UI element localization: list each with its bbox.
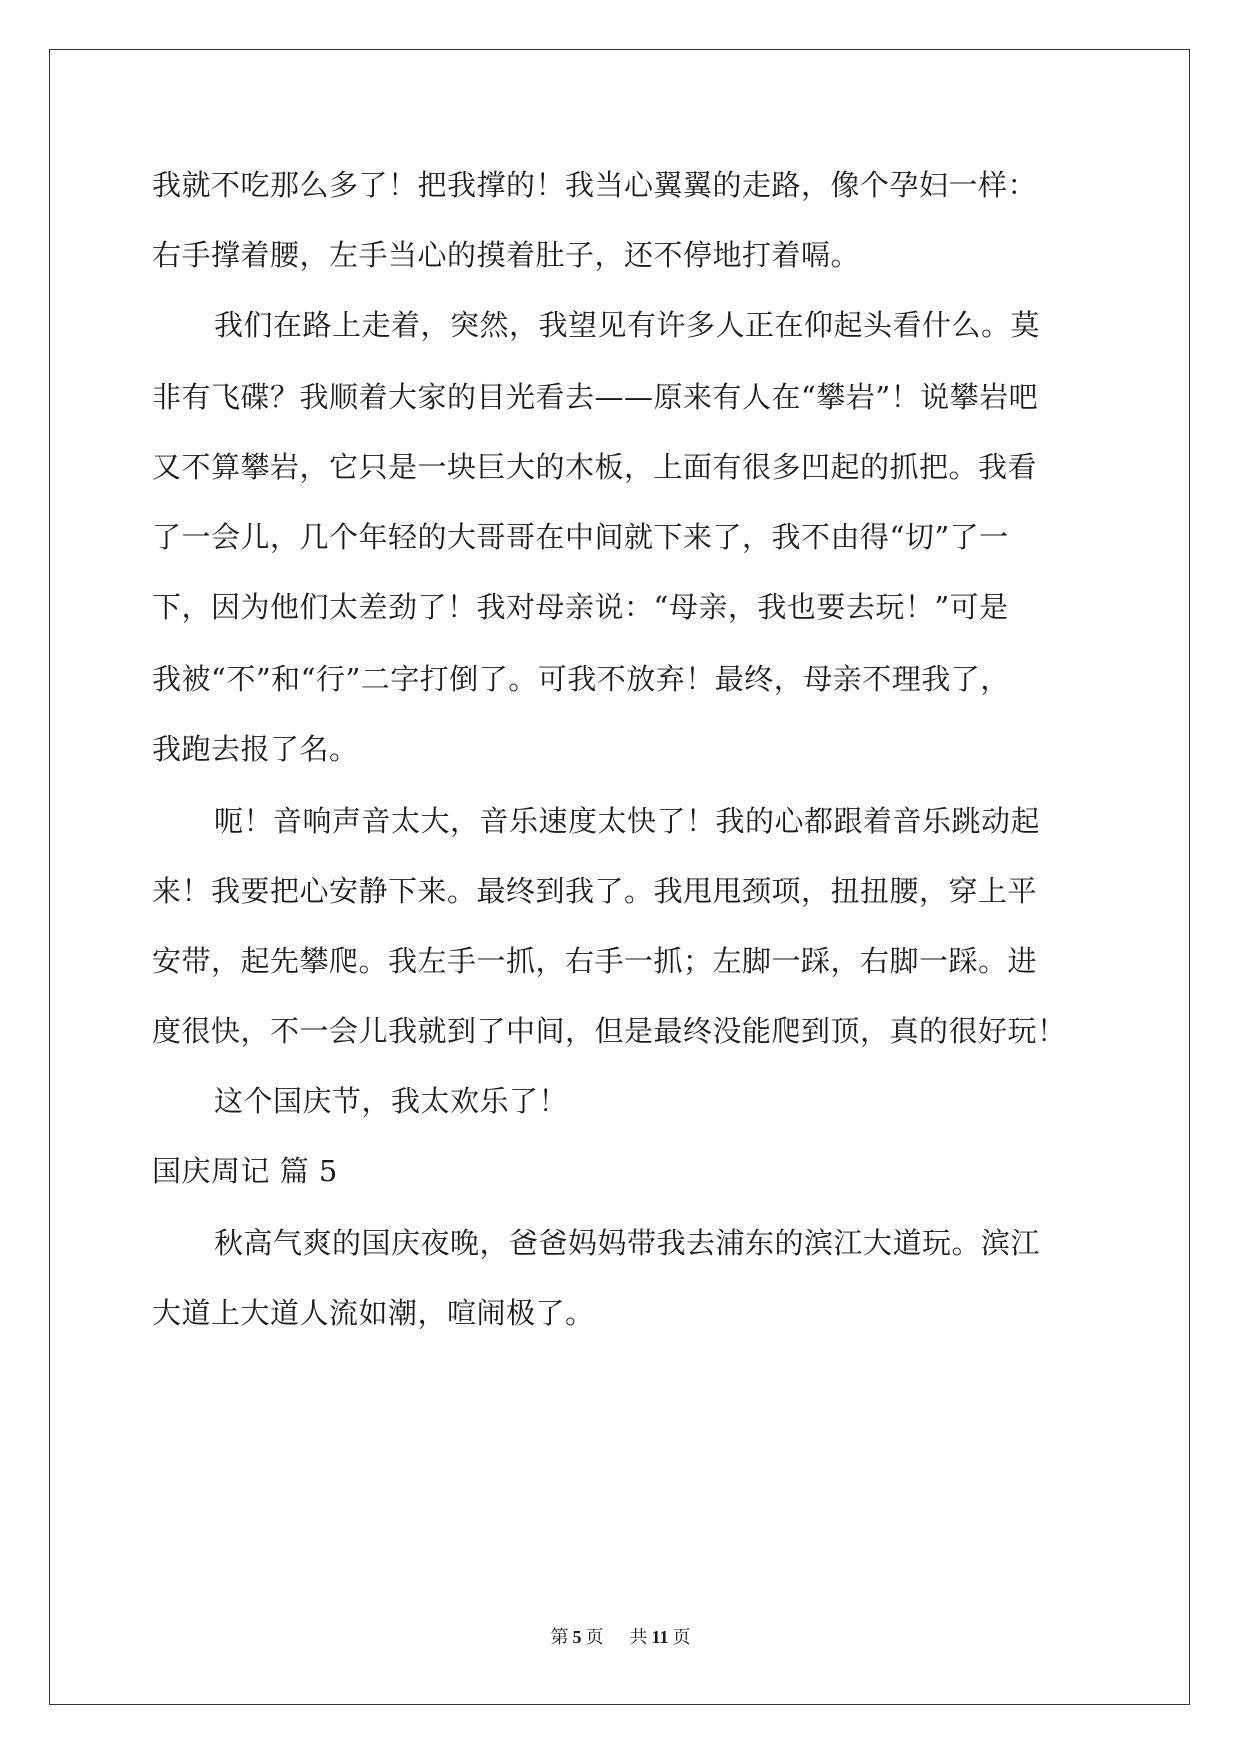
text-line: 大道上大道人流如潮，喧闹极了。	[152, 1296, 595, 1330]
text-line: 又不算攀岩，它只是一块巨大的木板，上面有很多凹起的抓把。我看	[152, 450, 1038, 484]
text-line: 来！我要把心安静下来。最终到我了。我甩甩颈项，扭扭腰，穿上平	[152, 874, 1038, 908]
paragraph-start: 呃！音响声音太大，音乐速度太快了！我的心都跟着音乐跳动起	[214, 804, 1041, 838]
paragraph-start: 秋高气爽的国庆夜晚，爸爸妈妈带我去浦东的滨江大道玩。滨江	[214, 1226, 1041, 1260]
paragraph-start: 这个国庆节，我太欢乐了！	[214, 1084, 569, 1118]
text-line: 我被“不”和“行”二字打倒了。可我不放弃！最终，母亲不理我了，	[152, 662, 1010, 696]
section-heading: 国庆周记 篇 5	[152, 1154, 338, 1188]
paragraph-start: 我们在路上走着，突然，我望见有许多人正在仰起头看什么。莫	[214, 308, 1041, 342]
text-line: 下，因为他们太差劲了！我对母亲说：“母亲，我也要去玩！”可是	[152, 590, 1009, 624]
text-line: 非有飞碟？我顺着大家的目光看去——原来有人在“攀岩”！说攀岩吧	[152, 380, 1039, 414]
page-footer	[0, 1625, 1241, 1650]
text-line: 度很快，不一会儿我就到了中间，但是最终没能爬到顶，真的很好玩！	[152, 1014, 1067, 1048]
page-number: 5	[572, 1627, 582, 1647]
text-line: 右手撑着腰，左手当心的摸着肚子，还不停地打着嗝。	[152, 238, 861, 272]
text-line: 我就不吃那么多了！把我撑的！我当心翼翼的走路，像个孕妇一样：	[152, 168, 1038, 202]
text-line: 安带，起先攀爬。我左手一抓，右手一抓；左脚一踩，右脚一踩。进	[152, 944, 1038, 978]
footer-prefix: 第	[550, 1627, 569, 1648]
footer-page-suffix: 页	[585, 1627, 604, 1648]
footer-total-suffix: 页	[672, 1627, 691, 1648]
total-pages: 11	[651, 1627, 669, 1647]
text-line: 了一会儿，几个年轻的大哥哥在中间就下来了，我不由得“切”了一	[152, 520, 1009, 554]
text-line: 我跑去报了名。	[152, 732, 359, 766]
footer-total-prefix: 共	[629, 1627, 648, 1648]
